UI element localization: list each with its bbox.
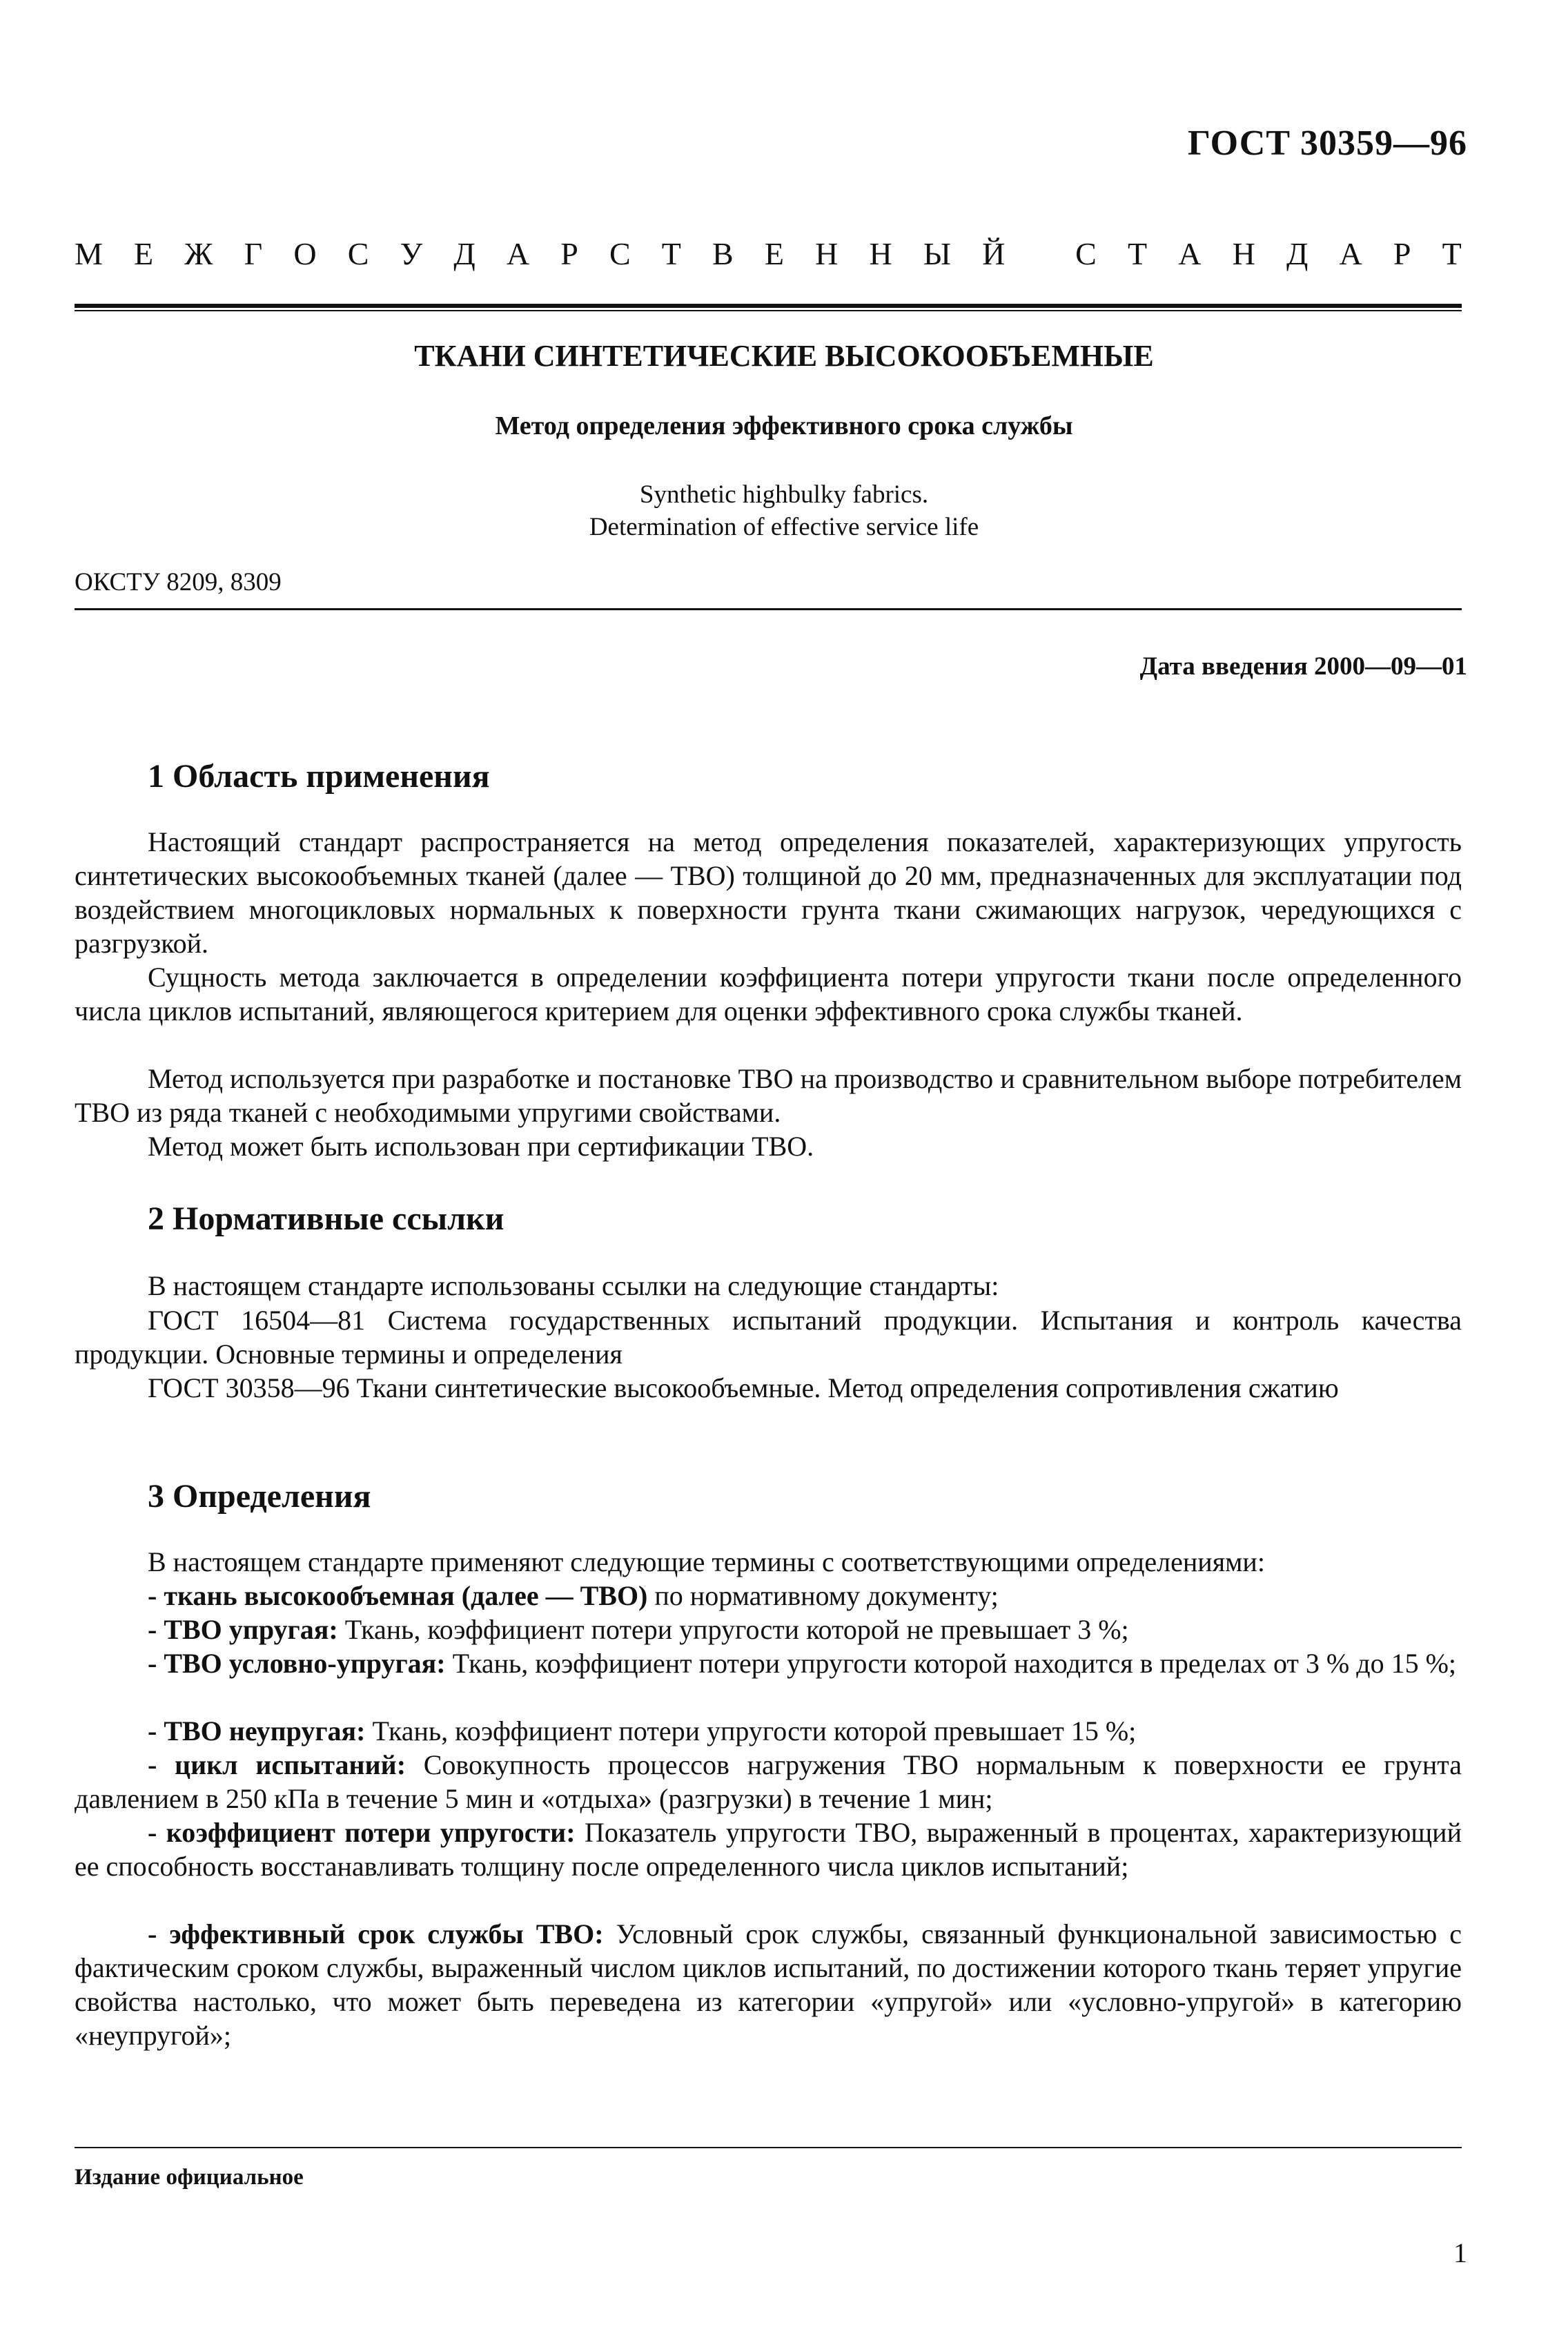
reference-text: ГОСТ 30358—96 Ткани синтетические высокообъемные. Метод определения сопротивления сжатию: [148, 1372, 1339, 1403]
banner-letter: Т: [1127, 236, 1148, 271]
definition-item: [75, 1714, 1462, 1748]
banner-letter: Н: [1232, 236, 1255, 271]
header-rule-thin: [75, 310, 1462, 311]
definition-term: - эффективный срок службы ТВО:: [148, 1918, 604, 1949]
banner-letter: У: [400, 236, 423, 271]
english-title: [0, 478, 1568, 543]
paragraph-text: Метод используется при разработке и постановке ТВО на производство и сравнительном выборе потребителем ТВО из ряда тканей с необходимыми упругими свойствами.: [75, 1063, 1462, 1128]
banner-letter: Р: [1393, 236, 1411, 271]
definition-item: [75, 1748, 1462, 1816]
definition-text: Условный срок службы, связанный функциональной зависимостью с фактическим сроком службы, выраженный числом циклов испытаний, по достижении которого ткань теряет упругие свойства настолько, что может быть переведена из категории «упругой» или «условно-упругой» в категорию «неупругой»;: [75, 1918, 1462, 2051]
paragraph-text: В настоящем стандарте использованы ссылки на следующие стандарты:: [148, 1270, 999, 1301]
definition-term: - ТВО упругая:: [148, 1614, 338, 1645]
banner-letter: Н: [869, 236, 892, 271]
header-rule-thick: [75, 304, 1462, 308]
paragraph: [75, 1062, 1462, 1129]
definition-term: - коэффициент потери упругости:: [148, 1817, 576, 1848]
banner-letter: О: [293, 236, 317, 271]
paragraph: [75, 960, 1462, 1028]
banner-letter: Г: [244, 236, 263, 271]
definition-text: Показатель упругости ТВО, выраженный в процентах, характеризующий ее способность восстанавливать толщину после определенного числа циклов испытаний;: [75, 1817, 1462, 1882]
banner-letter: С: [1075, 236, 1097, 271]
definition-text: по нормативному документу;: [647, 1580, 999, 1611]
paragraph-text: Метод может быть использован при сертификации ТВО.: [148, 1131, 814, 1162]
definition-text: Ткань, коэффициент потери упругости которой не превышает 3 %;: [337, 1614, 1129, 1645]
banner-letter: В: [712, 236, 734, 271]
definition-item: [75, 1816, 1462, 1883]
introduction-date: Дата введения 2000—09—01: [1139, 652, 1467, 681]
banner-letter: М: [75, 236, 103, 271]
section-heading: 3 Определения: [148, 1478, 371, 1515]
banner-letter: Ы: [923, 236, 951, 271]
document-title: ТКАНИ СИНТЕТИЧЕСКИЕ ВЫСОКООБЪЕМНЫЕ: [414, 339, 1154, 373]
definition-term: - ТВО неупругая:: [148, 1715, 366, 1746]
paragraph: [75, 1545, 1462, 1579]
reference-item: [75, 1371, 1462, 1405]
banner-letter: Й: [982, 236, 1006, 271]
definition-item: [75, 1646, 1462, 1680]
oksty-code: ОКСТУ 8209, 8309: [75, 568, 282, 596]
paragraph-text: В настоящем стандарте применяют следующие термины с соответствующими определениями:: [148, 1546, 1265, 1577]
banner-letter: Н: [815, 236, 839, 271]
definition-term: - ткань высокообъемная (далее — ТВО): [148, 1580, 648, 1611]
definition-text: Ткань, коэффициент потери упругости которой превышает 15 %;: [365, 1715, 1137, 1746]
page-number: 1: [1453, 2237, 1467, 2268]
paragraph: [75, 1269, 1462, 1303]
definition-item: [75, 1613, 1462, 1646]
banner-letter: Д: [453, 236, 476, 271]
definition-term: - цикл испытаний:: [148, 1749, 406, 1780]
banner-letter: Е: [134, 236, 154, 271]
definition-text: Ткань, коэффициент потери упругости которой находится в пределах от 3 % до 15 %;: [445, 1648, 1457, 1679]
reference-text: ГОСТ 16504—81 Система государственных испытаний продукции. Испытания и контроль качества продукции. Основные термины и определения: [75, 1305, 1462, 1370]
banner-letter: А: [1178, 236, 1202, 271]
paragraph-text: Настоящий стандарт распространяется на метод определения показателей, характеризующих упругость синтетических высокообъемных тканей (далее — ТВО) толщиной до 20 мм, предназначенных для эксплуатации под воздействием многоцикловых нормальных к поверхности грунта ткани сжимающих нагрузок, чередующихся с разгрузкой.: [75, 826, 1462, 959]
section-heading: 1 Область применения: [148, 758, 490, 795]
banner-letter: С: [609, 236, 631, 271]
definition-item: [75, 1917, 1462, 2052]
english-title-line: Synthetic highbulky fabrics.: [639, 480, 929, 509]
banner-letter: Т: [661, 236, 681, 271]
edition-note: Издание официальное: [75, 2165, 304, 2190]
paragraph: [75, 1129, 1462, 1163]
paragraph: [75, 825, 1462, 960]
reference-item: [75, 1303, 1462, 1371]
banner-letter: С: [347, 236, 369, 271]
english-title-line: Determination of effective service life: [589, 513, 979, 541]
paragraph-text: Сущность метода заключается в определении коэффициента потери упругости ткани после определенного числа циклов испытаний, являющегося критерием для оценки эффективного срока службы тканей.: [75, 962, 1462, 1026]
banner-letter: Ж: [184, 236, 213, 271]
footer-rule: [75, 2147, 1462, 2148]
banner-gap: [1037, 238, 1045, 270]
banner-letter: А: [506, 236, 530, 271]
banner-letter: А: [1339, 236, 1362, 271]
banner-letter: Р: [560, 236, 578, 271]
banner-letter: Д: [1286, 236, 1309, 271]
definition-item: [75, 1579, 1462, 1613]
banner-letter: Е: [764, 236, 784, 271]
gost-number: ГОСТ 30359—96: [1187, 124, 1467, 163]
interstate-standard-banner: [75, 238, 1462, 270]
document-subtitle: Метод определения эффективного срока службы: [495, 411, 1073, 440]
oksty-rule: [75, 608, 1462, 610]
banner-letter: Т: [1442, 236, 1462, 271]
definition-text: Совокупность процессов нагружения ТВО нормальным к поверхности ее грунта давлением в 250 кПа в течение 5 мин и «отдыха» (разгрузки) в течение 1 мин;: [75, 1749, 1462, 1814]
section-heading: 2 Нормативные ссылки: [148, 1200, 504, 1237]
definition-term: - ТВО условно-упругая:: [148, 1648, 446, 1679]
